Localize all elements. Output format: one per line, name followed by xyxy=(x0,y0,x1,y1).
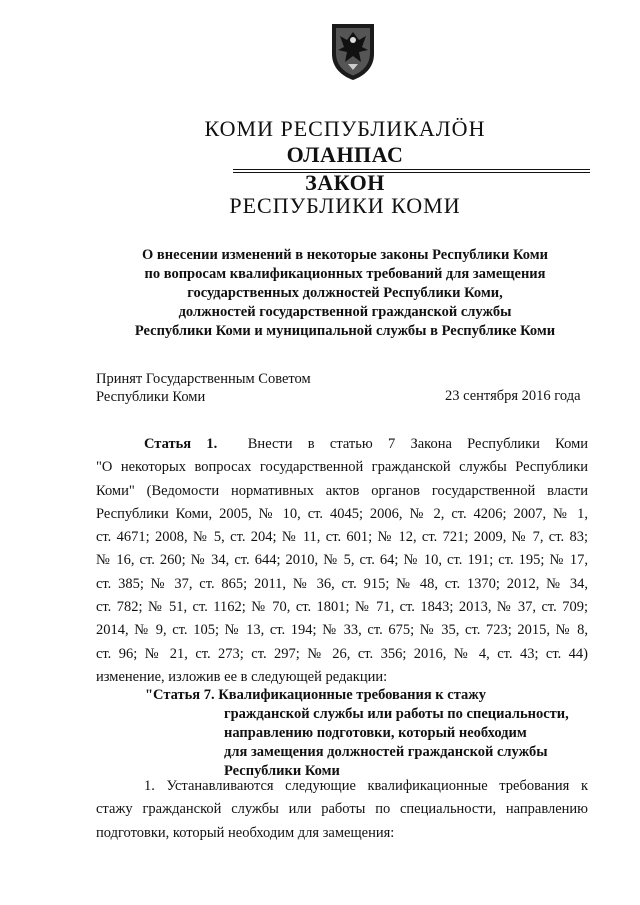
law-title-line: государственных должностей Республики Коми, xyxy=(187,285,503,301)
law-title-line: должностей государственной гражданской службы xyxy=(178,304,512,320)
header-respubliki-komi: РЕСПУБЛИКИ КОМИ xyxy=(229,193,461,218)
article-1-line: ст. 4671; 2008, № 5, ст. 204; № 11, ст. 601; № 12, ст. 721; 2009, № 7, ст. 83; xyxy=(96,529,588,546)
paragraph-1-line: стажу гражданской службы или работы по специальности, направлению xyxy=(96,801,588,818)
article-1-line: ст. 385; № 37, ст. 865; 2011, № 36, ст. 915; № 48, ст. 1370; 2012, № 34, xyxy=(96,575,588,592)
article-1-line: 2014, № 9, ст. 105; № 13, ст. 194; № 33, ст. 675; № 35, ст. 723; 2015, № 8, xyxy=(96,622,588,639)
article-1-line: изменение, изложив ее в следующей редакции: xyxy=(96,668,388,685)
adopted-by-line2: Республики Коми xyxy=(96,389,206,405)
article-1-line: Коми" (Ведомости нормативных актов органов государственной власти xyxy=(96,482,588,499)
header-republic-komi-language: КОМИ РЕСПУБЛИКАЛÖН xyxy=(204,116,486,141)
article-7-heading-line: Республики Коми xyxy=(224,763,340,779)
paragraph-1 xyxy=(96,775,588,845)
adoption-date: 23 сентября 2016 года xyxy=(445,388,581,404)
article-1-line: Республики Коми, 2005, № 10, ст. 4045; 2006, № 2, ст. 4206; 2007, № 1, xyxy=(96,505,588,522)
paragraph-1-line: 1. Устанавливаются следующие квалификационные требования к xyxy=(144,778,588,794)
header-zakon: ЗАКОН xyxy=(305,170,385,195)
law-title-line: О внесении изменений в некоторые законы Республики Коми xyxy=(142,247,548,263)
paragraph-1-line: подготовки, который необходим для замещения: xyxy=(96,824,395,841)
law-title xyxy=(95,246,595,341)
article-7-heading-rest xyxy=(224,705,594,781)
law-title-line: Республики Коми и муниципальной службы в Республике Коми xyxy=(134,323,556,339)
article-7-heading-line: гражданской службы или работы по специальности, xyxy=(224,706,569,722)
article-1-label: Статья 1. xyxy=(144,436,218,452)
article-7-heading-line: для замещения должностей гражданской службы xyxy=(224,744,548,760)
article-1-line: "О некоторых вопросах государственной гражданской службы Республики xyxy=(96,459,588,476)
header-olanpas: ОЛАНПАС xyxy=(286,142,404,167)
article-1-line: ст. 96; № 21, ст. 273; ст. 297; № 26, ст. 356; 2016, № 4, ст. 43; ст. 44) xyxy=(96,645,588,662)
coat-of-arms-emblem xyxy=(328,20,378,82)
adopted-by xyxy=(96,370,311,406)
article-7-heading-first: "Статья 7. Квалификационные требования к стажу xyxy=(145,687,487,703)
article-1-line: № 16, ст. 260; № 34, ст. 644; 2010, № 5, ст. 64; № 10, ст. 191; ст. 195; № 17, xyxy=(96,552,588,569)
article-1-text: Внести в статью 7 Закона Республики Коми xyxy=(247,436,589,452)
adopted-by-line1: Принят Государственным Советом xyxy=(96,371,311,387)
article-1 xyxy=(96,433,588,689)
article-1-first-line xyxy=(96,433,588,456)
article-7-heading-line: направлению подготовки, который необходим xyxy=(224,725,527,741)
article-1-line: ст. 782; № 51, ст. 1162; № 70, ст. 1801; № 71, ст. 1843; 2013, № 37, ст. 709; xyxy=(96,599,588,616)
law-title-line: по вопросам квалификационных требований для замещения xyxy=(144,266,546,282)
